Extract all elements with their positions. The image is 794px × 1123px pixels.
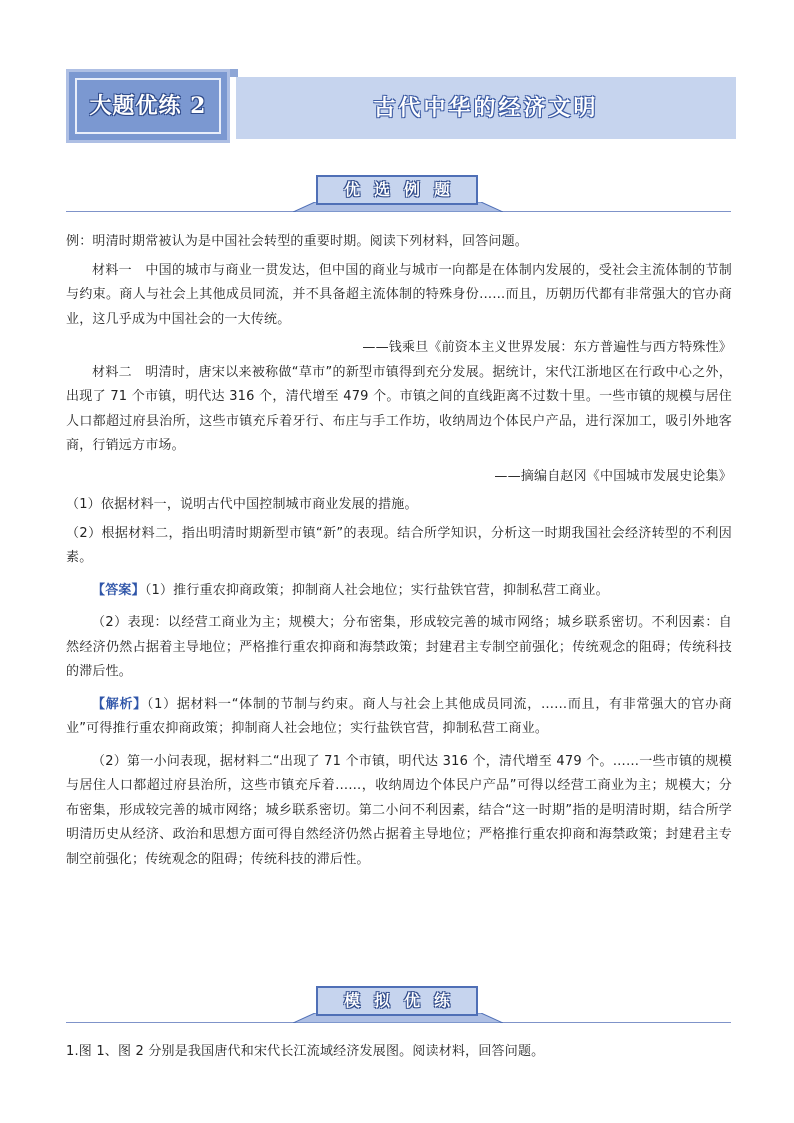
sub-question-2: （2）根据材料二，指出明清时期新型市镇“新”的表现。结合所学知识，分析这一时期我国社会经济转型的不利因素。 [66, 525, 732, 565]
example-question: 例：明清时期常被认为是中国社会转型的重要时期。阅读下列材料，回答问题。 [66, 234, 529, 249]
analysis-1-text: （1）据材料一“体制的节制与约束。商人与社会上其他成员同流，……而且，有非常强大的官办商业”可得推行重农抑商政策；抑制商人社会地位；实行盐铁官营，抑制私营工商业。 [66, 696, 732, 736]
practice-question-1: 1.图 1、图 2 分别是我国唐代和宋代长江流域经济发展图。阅读材料，回答问题。 [66, 1044, 545, 1059]
sub-question-1: （1）依据材料一，说明古代中国控制城市商业发展的措施。 [66, 497, 418, 512]
section-header-example [66, 172, 731, 212]
answer-2: （2）表现：以经营工商业为主；规模大；分布密集，形成较完善的城市网络；城乡联系密切。不利因素：自然经济仍然占据着主导地位；严格推行重农抑商和海禁政策；封建君主专制空前强化；传统观念的阻碍；传统科技的滞后性。 [66, 615, 732, 679]
chapter-banner [66, 69, 736, 143]
example-content [66, 230, 732, 872]
analysis-2: （2）第一小问表现，据材料二“出现了 71 个市镇，明代达 316 个，清代增至 479 个。……一些市镇的规模与居住人口都超过府县治所，这些市镇充斥着……，收纳周边个体民户产品”可得以经营工商业为主；规模大；分布密集，形成较完善的城市网络；城乡联系密切。第二小问不利因素，结合“这一时期”指的是明清时期，结合所学明清历史从经济、政治和思想方面可得自然经济仍然占据着主导地位；严格推行重农抑商和海禁政策；封建君主专制空前强化；传统观念的阻碍；传统科技的滞后性。 [66, 753, 732, 867]
banner-title: 古代中华的经济文明 [373, 95, 599, 121]
analysis-tag: 【解析】 [92, 696, 147, 712]
material-two: 材料二 明清时，唐宋以来被称做“草市”的新型市镇得到充分发展。据统计，宋代江浙地区在行政中心之外，出现了 71 个市镇，明代达 316 个，清代增至 479 个。市镇之间的直线距离不过数十里。一些市镇的规模与居住人口都超过府县治所，这些市镇充斥着牙行、布庄与手工作坊，收纳周边个体民户产品，进行深加工，吸引外地客商，行销远方市场。 [66, 364, 732, 453]
practice-content [66, 1040, 732, 1065]
banner-label: 大题优练 2 [89, 93, 207, 119]
material-two-source: ——摘编自赵冈《中国城市发展史论集》 [494, 468, 732, 484]
section-header-practice [66, 983, 731, 1023]
analysis-1 [66, 693, 732, 742]
material-one: 材料一 中国的城市与商业一贯发达，但中国的商业与城市一向都是在体制内发展的，受社会主流体制的节制与约束。商人与社会上其他成员同流，并不具备超主流体制的特殊身份……而且，历朝历代都有非常强大的官办商业，这几乎成为中国社会的一大传统。 [66, 262, 732, 327]
answer-tag: 【答案】 [92, 582, 145, 598]
section-title-practice: 模拟优练 [316, 986, 478, 1016]
answer-1 [66, 579, 732, 604]
section-title-example: 优选例题 [316, 175, 478, 205]
material-one-source: ——钱乘旦《前资本主义世界发展：东方普遍性与西方特殊性》 [362, 340, 732, 355]
answer-1-text: （1）推行重农抑商政策；抑制商人社会地位；实行盐铁官营，抑制私营工商业。 [144, 582, 609, 598]
